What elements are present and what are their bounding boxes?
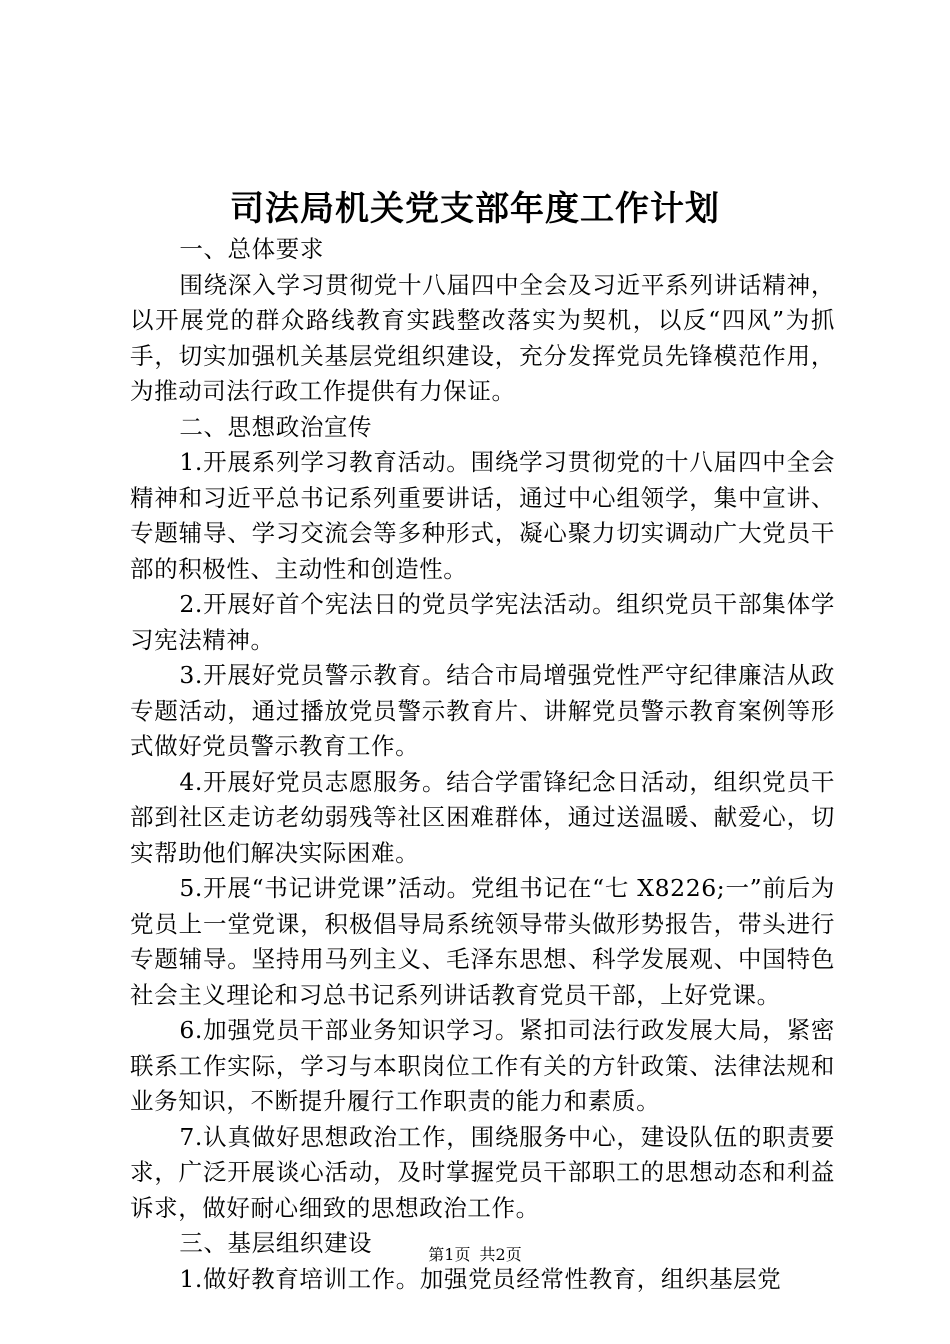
document-body (130, 232, 835, 1297)
paragraph-item-7: 7.认真做好思想政治工作，围绕服务中心，建设队伍的职责要求，广泛开展谈心活动，及时掌握党员干部职工的思想动态和利益诉求，做好耐心细致的思想政治工作。 (130, 1122, 835, 1222)
page-total: 共2页 (479, 1245, 522, 1264)
paragraph-item-5: 5.开展“书记讲党课”活动。党组书记在“七 X8226;一”前后为党员上一堂党课，积极倡导局系统领导带头做形势报告，带头进行专题辅导。坚持用马列主义、毛泽东思想、科学发展观、中国特色社会主义理论和习总书记系列讲话教育党员干部，上好党课。 (130, 874, 835, 1009)
paragraph-item-3: 3.开展好党员警示教育。结合市局增强党性严守纪律廉洁从政专题活动，通过播放党员警示教育片、讲解党员警示教育案例等形式做好党员警示教育工作。 (130, 661, 835, 760)
paragraph-item-4: 4.开展好党员志愿服务。结合学雷锋纪念日活动，组织党员干部到社区走访老幼弱残等社区困难群体，通过送温暖、献爱心，切实帮助他们解决实际困难。 (130, 767, 835, 867)
paragraph-grassroots-item-1: 1.做好教育培训工作。加强党员经常性教育，组织基层党 (179, 1264, 782, 1293)
page-footer (0, 1244, 950, 1266)
paragraph-general-requirements: 围绕深入学习贯彻党十八届四中全会及习近平系列讲话精神，以开展党的群众路线教育实践整改落实为契机，以反“四风”为抓手，切实加强机关基层党组织建设，充分发挥党员先锋模范作用，为推动司法行政工作提供有力保证。 (130, 270, 835, 405)
section-heading-ideological-publicity: 二、思想政治宣传 (179, 412, 373, 441)
paragraph-item-1: 1.开展系列学习教育活动。围绕学习贯彻党的十八届四中全会精神和习近平总书记系列重要讲话，通过中心组领学，集中宣讲、专题辅导、学习交流会等多种形式，凝心聚力切实调动广大党员干部的积极性、主动性和创造性。 (130, 448, 835, 583)
paragraph-item-6: 6.加强党员干部业务知识学习。紧扣司法行政发展大局，紧密联系工作实际，学习与本职岗位工作有关的方针政策、法律法规和业务知识，不断提升履行工作职责的能力和素质。 (130, 1016, 835, 1115)
page-number: 第1页 (428, 1245, 471, 1264)
document-title: 司法局机关党支部年度工作计划 (230, 189, 720, 229)
paragraph-item-2: 2.开展好首个宪法日的党员学宪法活动。组织党员干部集体学习宪法精神。 (130, 590, 835, 654)
section-heading-grassroots-organization: 三、基层组织建设 (179, 1229, 373, 1257)
section-heading-general-requirements: 一、总体要求 (179, 235, 324, 263)
